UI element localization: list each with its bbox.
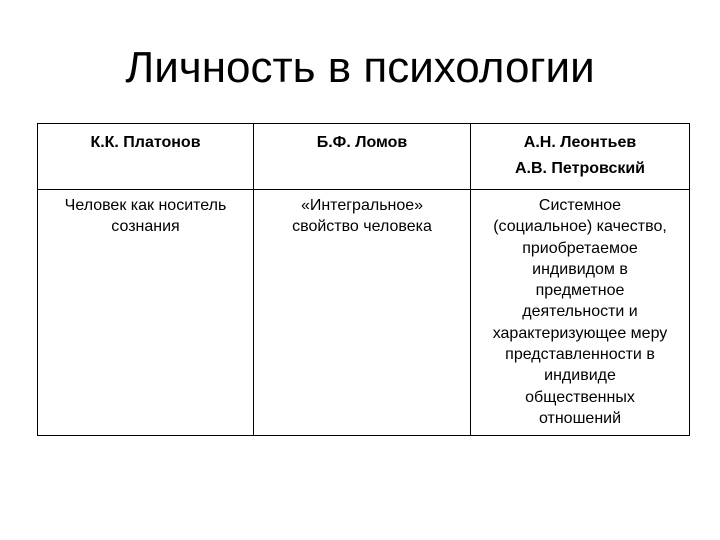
- header-text: К.К. Платонов: [90, 134, 201, 151]
- cell-text: индивиде: [544, 367, 616, 385]
- definition-cell-lomov: [254, 190, 471, 436]
- header-text: А.В. Петровский: [514, 160, 646, 177]
- cell-text: деятельности и: [522, 303, 638, 321]
- cell-text: «Интегральное»: [300, 197, 424, 214]
- header-cell-lomov: [254, 124, 471, 190]
- cell-text: общественных: [525, 388, 635, 406]
- header-cell-leontiev-petrovsky: [471, 124, 690, 190]
- cell-text: свойство человека: [292, 218, 432, 236]
- header-text: Б.Ф. Ломов: [316, 134, 408, 151]
- definition-cell-platonov: [38, 190, 254, 436]
- cell-text: приобретаемое: [522, 239, 638, 257]
- definition-cell-leontiev-petrovsky: [471, 190, 690, 436]
- table-header-row: [38, 124, 690, 190]
- cell-text: предметное: [535, 282, 625, 300]
- definitions-table: [37, 123, 690, 436]
- cell-text: Человек как носитель: [64, 197, 227, 214]
- cell-text: сознания: [111, 218, 180, 236]
- header-cell-platonov: [38, 124, 254, 190]
- cell-text: (социальное) качество,: [493, 218, 667, 236]
- cell-text: представленности в: [505, 346, 655, 364]
- slide-title: Личность в психологии: [125, 43, 595, 92]
- table-row: [38, 190, 690, 436]
- cell-text: индивидом в: [532, 260, 628, 278]
- header-text: А.Н. Леонтьев: [523, 134, 637, 151]
- cell-text: Системное: [538, 197, 622, 214]
- cell-text: характеризующее меру: [492, 324, 668, 342]
- cell-text: отношений: [538, 409, 622, 427]
